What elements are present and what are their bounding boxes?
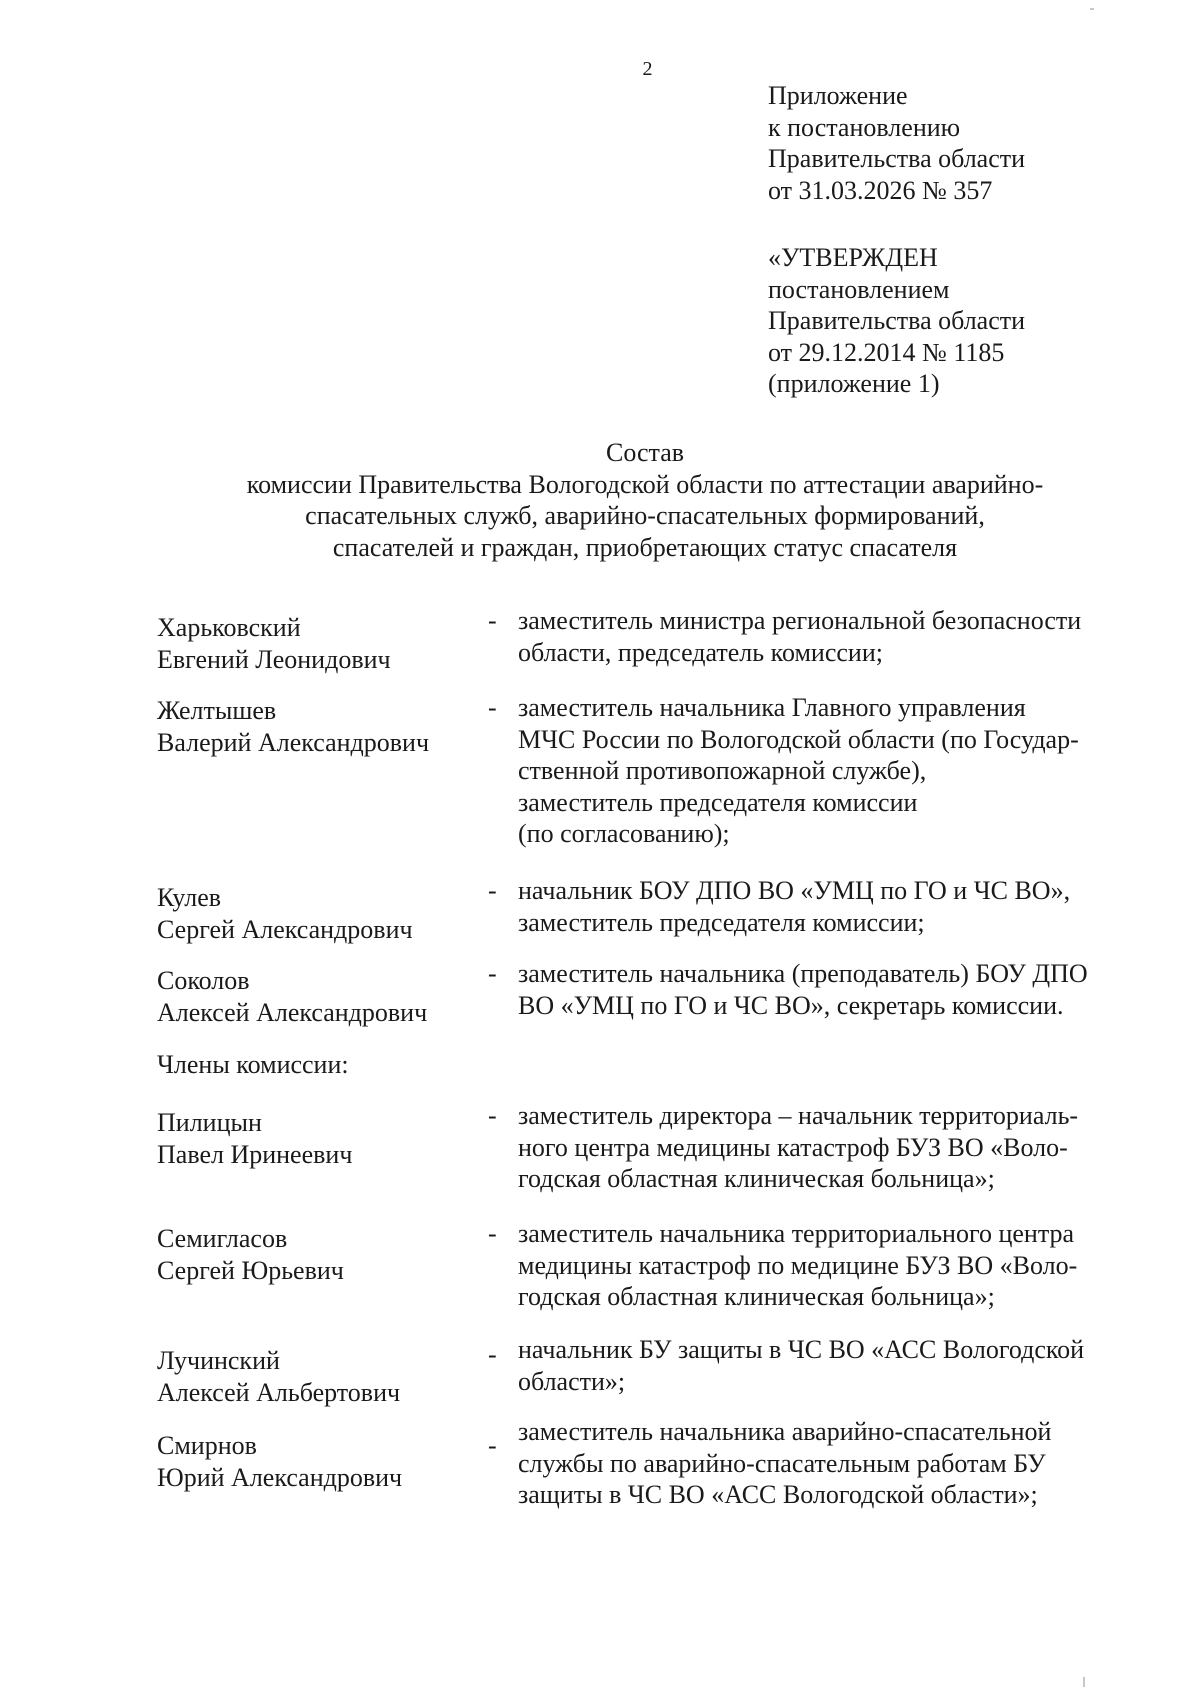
document-title xyxy=(0,437,1200,563)
appendix-line: Приложение xyxy=(768,81,908,110)
dash: - xyxy=(488,1219,497,1248)
member-role: заместитель начальника Главного управления МЧС России по Вологодской области (по Государ- ственной противопожарной службе), заместитель председателя комиссии (по согласованию); xyxy=(518,693,1079,848)
appendix-block xyxy=(768,80,1025,206)
dash: - xyxy=(488,693,497,722)
member-role: заместитель начальника аварийно-спасательной службы по аварийно-спасательным работам БУ защиты в ЧС ВО «АСС Вологодской области»; xyxy=(518,1417,1052,1509)
approved-line: от 29.12.2014 № 1185 xyxy=(768,337,1005,367)
member-name: Смирнов Юрий Александрович xyxy=(157,1431,403,1492)
approved-line: постановлением xyxy=(768,274,950,304)
member-role: начальник БУ защиты в ЧС ВО «АСС Вологодской области»; xyxy=(518,1335,1085,1396)
appendix-line: от 31.03.2026 № 357 xyxy=(768,175,993,205)
title-heading: Состав xyxy=(605,438,685,467)
dash: - xyxy=(488,1101,497,1130)
member-name: Кулев Сергей Александрович xyxy=(157,883,413,944)
member-name: Харьковский Евгений Леонидович xyxy=(157,613,391,674)
member-name: Лучинский Алексей Альбертович xyxy=(157,1346,401,1407)
approved-block xyxy=(768,242,1025,400)
title-line: комиссии Правительства Вологодской области по аттестации аварийно- xyxy=(246,469,1044,499)
dash: - xyxy=(488,876,497,905)
title-line: спасательных служб, аварийно-спасательных формирований, xyxy=(305,501,985,530)
member-role: заместитель министра региональной безопасности области, председатель комиссии; xyxy=(518,606,1082,667)
member-name: Пилицын Павел Иринеевич xyxy=(157,1108,353,1169)
member-name: Соколов Алексей Александрович xyxy=(157,966,428,1027)
member-role: начальник БОУ ДПО ВО «УМЦ по ГО и ЧС ВО», заместитель председателя комиссии; xyxy=(518,876,1071,937)
member-name: Желтышев Валерий Александрович xyxy=(157,696,430,757)
approved-line: Правительства области xyxy=(768,306,1026,335)
member-name: Семигласов Сергей Юрьевич xyxy=(157,1224,344,1285)
appendix-line: к постановлению xyxy=(768,112,961,142)
approved-line: «УТВЕРЖДЕН xyxy=(768,243,938,272)
page-number: 2 xyxy=(642,58,653,80)
dash: - xyxy=(488,1431,497,1460)
scan-mark xyxy=(1090,8,1094,10)
dash: - xyxy=(488,959,497,988)
member-role: заместитель директора – начальник территориаль- ного центра медицины катастроф БУЗ ВО «Воло- годская областная клиническая больница»; xyxy=(518,1101,1079,1193)
approved-line: (приложение 1) xyxy=(768,369,940,398)
dash: - xyxy=(488,1340,497,1369)
appendix-line: Правительства области xyxy=(768,144,1026,173)
member-role: заместитель начальника (преподаватель) БОУ ДПО ВО «УМЦ по ГО и ЧС ВО», секретарь комиссии. xyxy=(518,959,1088,1020)
dash: - xyxy=(488,606,497,635)
title-line: спасателей и граждан, приобретающих статус спасателя xyxy=(332,532,958,562)
member-role: заместитель начальника территориального центра медицины катастроф по медицине БУЗ ВО «Воло- годская областная клиническая больница»; xyxy=(518,1219,1078,1311)
members-label: Члены комиссии: xyxy=(157,1050,349,1079)
scan-mark xyxy=(1083,1677,1085,1687)
